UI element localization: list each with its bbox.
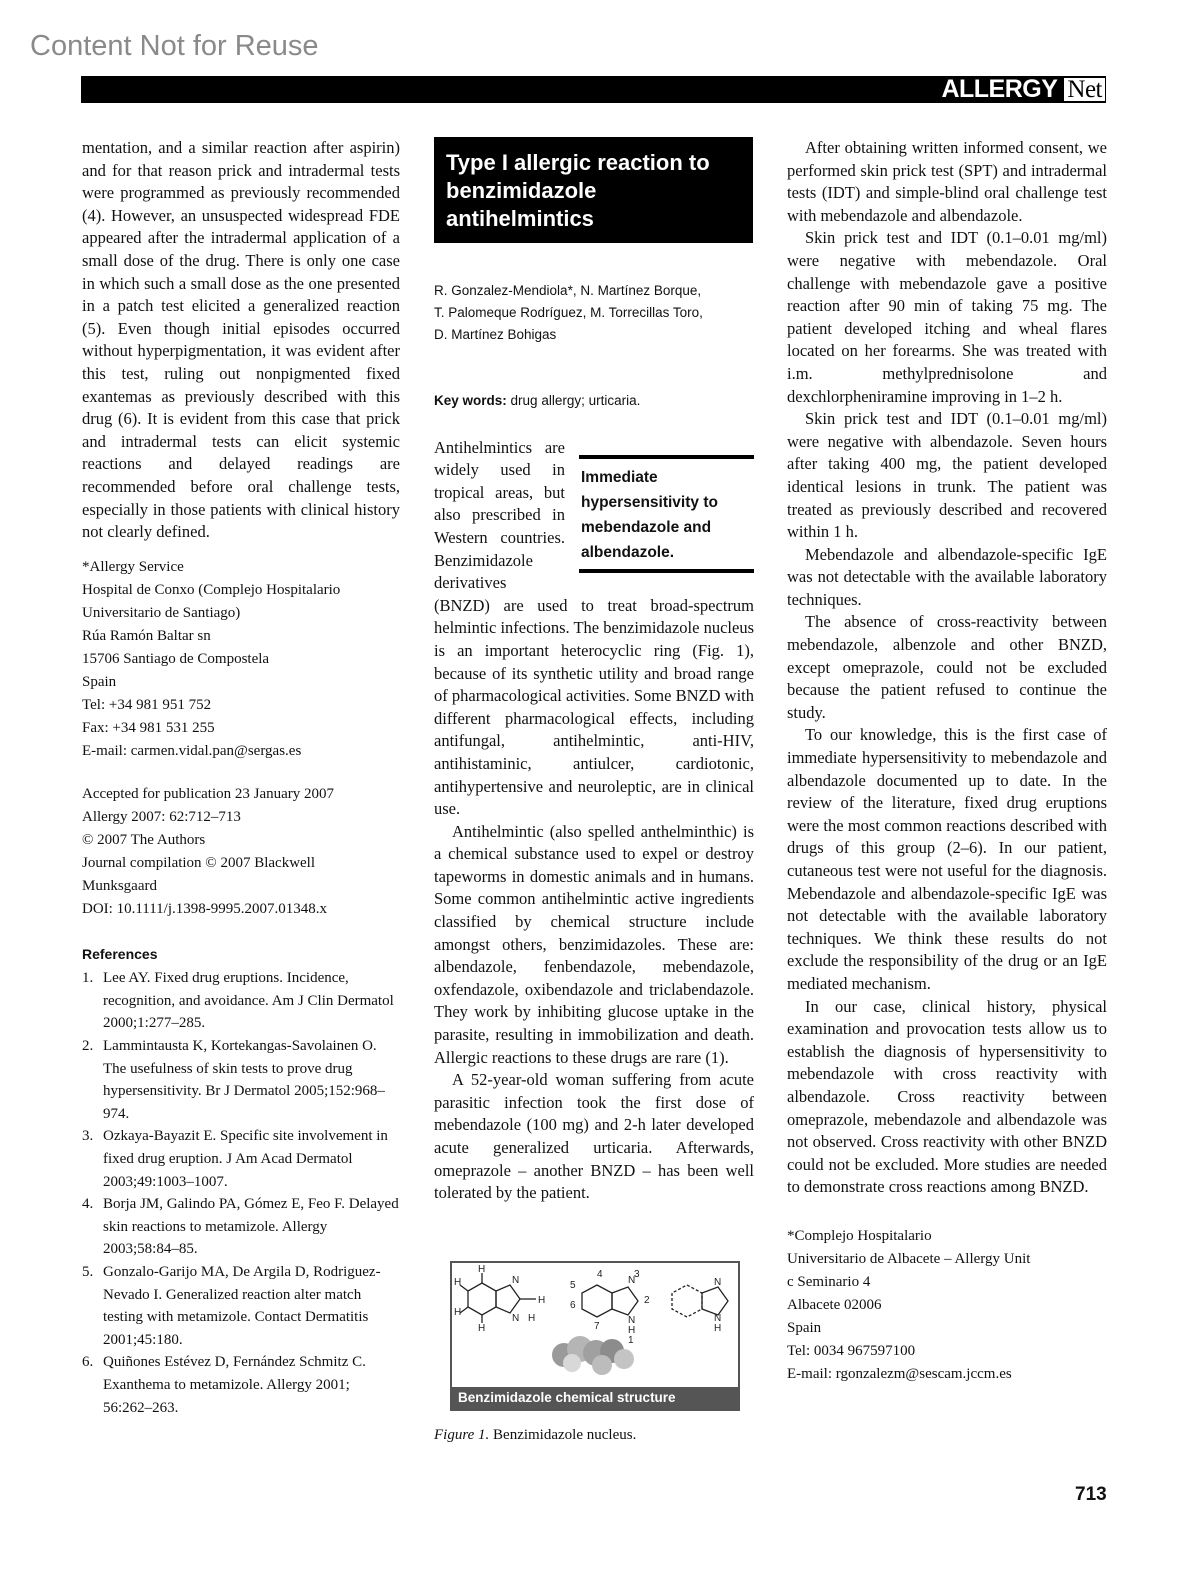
brand-name: ALLERGY <box>941 75 1058 103</box>
pub-line: Allergy 2007: 62:712–713 <box>82 808 241 825</box>
article-title: Type I allergic reaction to benzimidazole antihelmintics <box>434 137 753 243</box>
svg-text:5: 5 <box>570 1280 576 1291</box>
svg-text:H: H <box>478 1264 486 1275</box>
chemical-structure-diagram <box>452 1263 738 1387</box>
pub-line: Journal compilation © 2007 Blackwell <box>82 854 316 871</box>
address-line: Tel: +34 981 951 752 <box>82 696 212 713</box>
body-paragraph: Skin prick test and IDT (0.1–0.01 mg/ml) were negative with albendazole. Seven hours after taking 400 mg, the patient developed identical lesions in trunk. The patient was treated as previously described and recovered within 1 h. <box>787 409 1107 542</box>
author-list <box>434 280 754 346</box>
svg-text:H: H <box>478 1323 486 1334</box>
address-line: Universitario de Albacete – Allergy Unit <box>787 1250 1031 1267</box>
address-line: Spain <box>787 1319 822 1336</box>
svg-text:N: N <box>714 1277 722 1288</box>
svg-text:7: 7 <box>594 1321 600 1332</box>
reference-item: 1. Lee AY. Fixed drug eruptions. Incidence, recognition, and avoidance. Am J Clin Dermatol 2000;1:277–285. <box>82 970 394 1032</box>
svg-text:H: H <box>454 1277 462 1288</box>
figure-benzimidazole <box>450 1261 740 1411</box>
svg-text:H: H <box>528 1313 536 1324</box>
svg-text:6: 6 <box>570 1300 576 1311</box>
figure-caption <box>434 1427 636 1444</box>
address-line: Rúa Ramón Baltar sn <box>82 627 211 644</box>
pub-line: © 2007 The Authors <box>82 831 206 848</box>
address-line: *Allergy Service <box>82 558 184 575</box>
reference-item: 2. Lammintausta K, Kortekangas-Savolainen O. The usefulness of skin tests to prove drug hypersensitivity. Br J Dermatol 2005;152:968–974. <box>82 1038 385 1122</box>
address-line: Hospital de Conxo (Complejo Hospitalario <box>82 581 341 598</box>
correspondence-address <box>82 556 400 763</box>
left-column <box>82 137 400 1419</box>
brand-net: Net <box>1063 77 1106 102</box>
journal-header-bar <box>81 76 1106 103</box>
author-line: T. Palomeque Rodríguez, M. Torrecillas Toro, <box>434 305 703 320</box>
publication-info <box>82 783 400 921</box>
continued-text: mentation, and a similar reaction after aspirin) and for that reason prick and intradermal tests were programmed as previously recommended (4). However, an unsuspected widespread FDE appeared after the intradermal application of a small dose of the drug. There is only one case in which such a small dose as the one presented in a patch test elicited a generalized reaction (5). Even though initial episodes occurred without hyperpigmentation, it was evident after this test, ruling out nonpigmented fixed exantemas as previously described with this drug (6). It is evident from this case that prick and intradermal tests can elicit systemic reactions and delayed readings are recommended before oral challenge tests, especially in those patients with clinical history not clearly defined. <box>82 138 400 542</box>
svg-text:N: N <box>628 1275 636 1286</box>
journal-brand <box>941 76 1106 103</box>
references-heading: References <box>82 945 158 962</box>
references-list <box>82 967 400 1419</box>
body-paragraph: The absence of cross-reactivity between mebendazole, albenzole and other BNZD, except omeprazole, could not be excluded because the patient refused to continue the study. <box>787 612 1107 722</box>
address-line: *Complejo Hospitalario <box>787 1227 932 1244</box>
reference-item: 4. Borja JM, Galindo PA, Gómez E, Feo F. Delayed skin reactions to metamizole. Allergy 2003;58:84–85. <box>82 1196 399 1258</box>
pub-line: Munksgaard <box>82 877 157 894</box>
pull-quote: Immediate hypersensitivity to mebendazole and albendazole. <box>579 455 754 573</box>
svg-text:N: N <box>512 1275 520 1286</box>
reference-item: 6. Quiñones Estévez D, Fernández Schmitz C. Exanthema to metamizole. Allergy 2001; 56:262–263. <box>82 1354 366 1416</box>
page-number: 713 <box>1075 1484 1107 1505</box>
figure-label-bar: Benzimidazole chemical structure <box>452 1387 738 1409</box>
case-paragraph: A 52-year-old woman suffering from acute parasitic infection took the first dose of mebendazole (100 mg) and 2-h later developed acute generalized urticaria. Afterwards, omeprazole – another BNZD – has been well tolerated by the patient. <box>434 1070 754 1203</box>
address-line: Universitario de Santiago) <box>82 604 241 621</box>
address-line: Fax: +34 981 531 255 <box>82 719 215 736</box>
reference-item: 5. Gonzalo-Garijo MA, De Argila D, Rodriguez-Nevado I. Generalized reaction alter match testing with metamizole. Contact Dermatitis 2001;45:180. <box>82 1264 381 1348</box>
svg-text:N: N <box>714 1313 722 1324</box>
svg-text:H: H <box>538 1295 546 1306</box>
middle-column <box>434 137 754 1205</box>
svg-text:3: 3 <box>634 1269 640 1280</box>
svg-text:H: H <box>454 1307 462 1318</box>
figure-caption-label: Figure 1. <box>434 1427 490 1443</box>
pub-line: Accepted for publication 23 January 2007 <box>82 785 335 802</box>
body-paragraph: After obtaining written informed consent, we performed skin prick test (SPT) and intradermal tests (IDT) and simple-blind oral challenge test with mebendazole and albendazole. <box>787 138 1107 225</box>
figure-caption-text: Benzimidazole nucleus. <box>493 1427 637 1443</box>
body-paragraph: In our case, clinical history, physical examination and provocation tests allow us to establish the diagnosis of hypersensitivity to mebendazole with cross reactivity with albendazole. Cross reactivity between omeprazole, mebendazole and albendazole was not observed. Cross reactivity with other BNZD could not be excluded. More studies are needed to demonstrate cross reactions among BNZD. <box>787 996 1107 1197</box>
reference-item: 3. Ozkaya-Bayazit E. Specific site involvement in fixed drug eruption. J Am Acad Dermatol 2003;49:1003–1007. <box>82 1128 388 1190</box>
watermark: Content Not for Reuse <box>30 30 319 62</box>
body-paragraph: Antihelmintic (also spelled anthelminthic) is a chemical substance used to expel or destroy tapeworms in domestic animals and in humans. Some common antihelmintic active ingredients classified by chemical structure include amongst others, benzimidazoles. These are: albendazole, fenbendazole, mebendazole, oxfendazole, oxibendazole and triclabendazole. They work by inhibiting glucose uptake in the parasite, resulting in immobilization and death. Allergic reactions to these drugs are rare (1). <box>434 821 754 1067</box>
keywords-text: drug allergy; urticaria. <box>510 393 641 408</box>
keywords <box>434 390 754 413</box>
address-line: Albacete 02006 <box>787 1296 882 1313</box>
address-line: Tel: 0034 967597100 <box>787 1342 916 1359</box>
email-line[interactable]: E-mail: rgonzalezm@sescam.jccm.es <box>787 1365 1012 1382</box>
address-line: Spain <box>82 673 117 690</box>
svg-text:N: N <box>512 1313 520 1324</box>
svg-text:2: 2 <box>644 1295 650 1306</box>
author-line: D. Martínez Bohigas <box>434 327 557 342</box>
body-paragraph: Mebendazole and albendazole-specific IgE was not detectable with the available laboratory techniques. <box>787 544 1107 609</box>
body-paragraph: Skin prick test and IDT (0.1–0.01 mg/ml) were negative with mebendazole. Oral challenge with mebendazole gave a positive reaction after 90 min of taking 75 mg. The patient developed itching and wheal flares located on her forearms. She was treated with i.m. methylprednisolone and dexchlorpheniramine improving in 1–2 h. <box>787 228 1107 406</box>
email-line[interactable]: E-mail: carmen.vidal.pan@sergas.es <box>82 742 302 759</box>
address-line: 15706 Santiago de Compostela <box>82 650 270 667</box>
svg-text:4: 4 <box>597 1269 603 1280</box>
author-line: R. Gonzalez-Mendiola*, N. Martínez Borque, <box>434 283 702 298</box>
intro-paragraph: Antihelmintics are widely used in tropical areas, but also prescribed in Western countries. Benzimidazole derivatives (BNZD) are used to treat broad-spectrum helmintic infections. The benzimidazole nucleus is an important heterocyclic ring (Fig. 1), because of its synthetic utility and broad range of pharmacological activities. Some BNZD with different pharmacological effects, including antifungal, antihelmintic, anti-HIV, antihistaminic, antiulcer, cardiotonic, antihypertensive and neuroleptic, are in clinical use. <box>434 437 754 819</box>
svg-text:N: N <box>628 1315 636 1326</box>
address-line: c Seminario 4 <box>787 1273 871 1290</box>
right-column <box>787 137 1107 1386</box>
correspondence-address <box>787 1225 1107 1386</box>
svg-text:H: H <box>714 1323 722 1334</box>
keywords-label: Key words: <box>434 393 507 408</box>
svg-text:1: 1 <box>628 1335 634 1346</box>
svg-text:H: H <box>628 1325 636 1336</box>
body-paragraph: To our knowledge, this is the first case of immediate hypersensitivity to mebendazole and albendazole documented up to date. In the review of the literature, fixed drug eruptions were the most common reactions described with drugs of this group (2–6). In our patient, cutaneous test were not useful for the diagnosis. Mebendazole and albendazole-specific IgE was not detectable with the available laboratory techniques. We think these results do not exclude the responsibility of the drug or an IgE mediated mechanism. <box>787 725 1107 993</box>
doi-line[interactable]: DOI: 10.1111/j.1398-9995.2007.01348.x <box>82 900 327 917</box>
